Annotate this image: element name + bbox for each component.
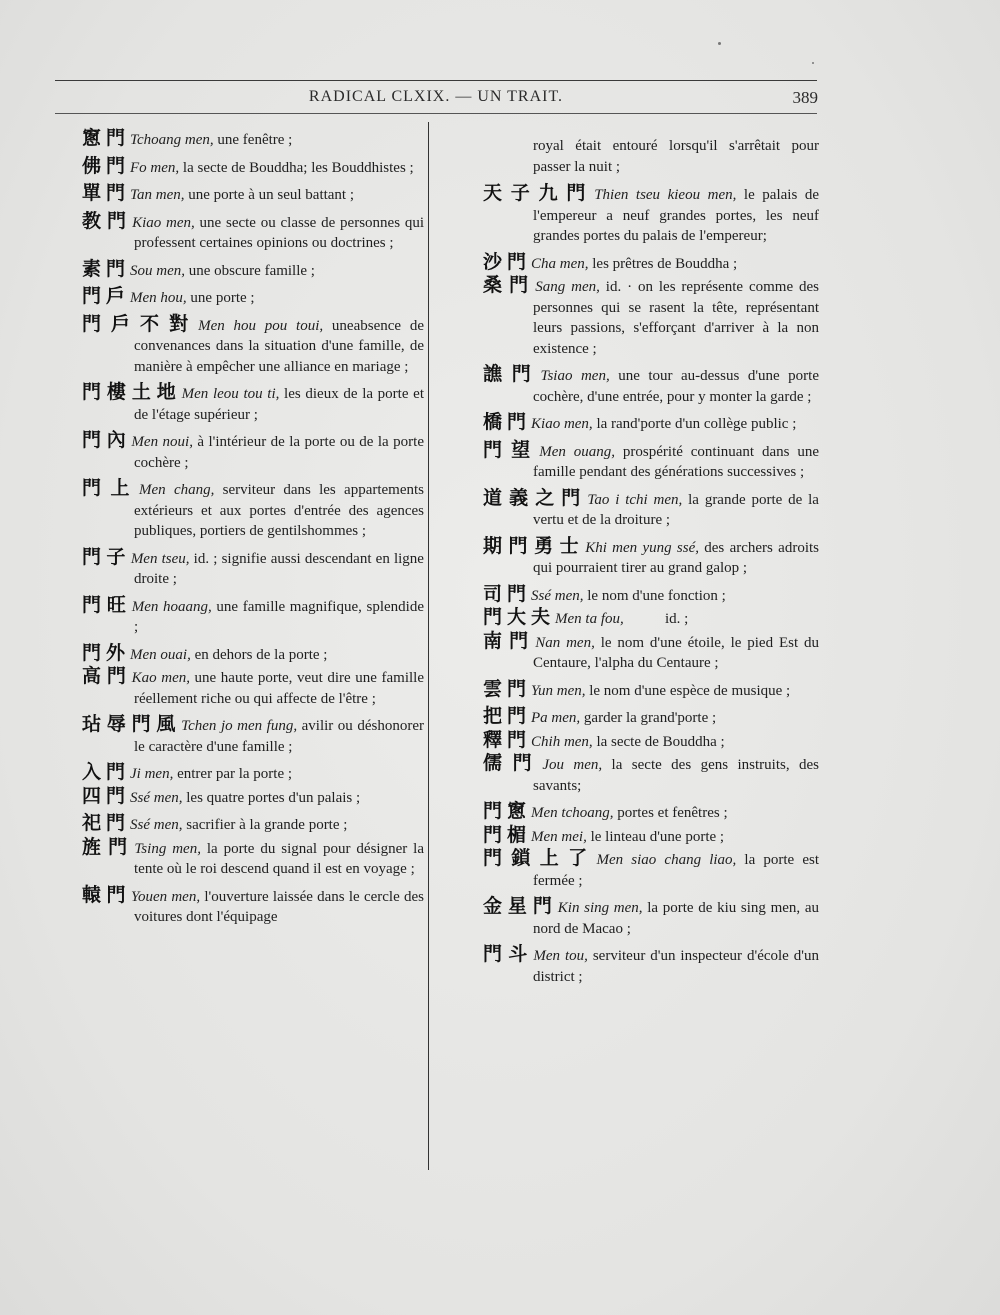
dictionary-entry — [82, 382, 424, 425]
chinese-term: 桑門 — [483, 274, 536, 296]
romanization: Tao i tchi men, — [587, 491, 683, 508]
dictionary-entry — [82, 837, 424, 880]
dictionary-entry — [483, 631, 819, 674]
definition: serviteur d'un inspecteur d'école d'un district ; — [533, 948, 819, 985]
dictionary-entry — [483, 440, 819, 483]
romanization: Jou men, — [542, 757, 603, 773]
dictionary-entry — [82, 286, 424, 309]
definition: la porte est fermée ; — [533, 852, 819, 889]
right-column — [483, 136, 819, 992]
dictionary-entry — [483, 183, 819, 247]
chinese-term: 金星門 — [483, 895, 558, 917]
chinese-term: 天子九門 — [483, 182, 595, 204]
dictionary-entry — [483, 252, 819, 275]
chinese-term: 譙門 — [483, 363, 541, 385]
definition: les prêtres de Bouddha ; — [588, 255, 738, 272]
romanization: Men leou tou ti, — [181, 386, 280, 402]
definition: prospérité continuant dans une famille pendant des générations successives ; — [533, 443, 819, 480]
romanization: Men tchoang, — [531, 805, 614, 821]
dictionary-entry — [483, 584, 819, 607]
paper-speck — [718, 42, 721, 45]
chinese-term: 道義之門 — [483, 486, 588, 509]
romanization: Yun men, — [531, 682, 586, 699]
dictionary-entry — [483, 753, 819, 796]
dictionary-entry — [483, 896, 819, 939]
definition: portes et fenêtres ; — [613, 805, 728, 821]
romanization: Sou men, — [130, 262, 186, 279]
dictionary-entry — [82, 714, 424, 757]
romanization: Ssé men, — [130, 789, 183, 806]
dictionary-entry — [483, 679, 819, 702]
left-column — [82, 128, 424, 933]
romanization: Men hou, — [130, 290, 187, 306]
dictionary-entry — [82, 183, 424, 206]
definition: une tour au-dessus d'une porte cochère, d'une entrée, pour y monter la garde ; — [533, 368, 819, 405]
romanization: Men hou pou toui, — [198, 317, 324, 334]
romanization: Kin sing men, — [557, 900, 643, 916]
romanization: Men chang, — [139, 482, 215, 498]
dictionary-entry — [82, 430, 424, 473]
chinese-term: 窻門 — [82, 127, 131, 149]
chinese-term: 門內 — [82, 429, 132, 451]
chinese-term: 轅門 — [82, 883, 131, 906]
dictionary-entry — [82, 156, 424, 179]
romanization: Men ouang, — [539, 443, 616, 460]
romanization: Ssé men, — [531, 587, 584, 604]
romanization: Kiao men, — [531, 416, 593, 432]
definition: les dieux de la porte et de l'étage supérieur ; — [134, 386, 424, 423]
header-bottom-rule — [55, 113, 817, 114]
definition: en dehors de la porte ; — [190, 646, 328, 663]
definition: la rand'porte d'un collège public ; — [592, 416, 797, 432]
definition: une famille magnifique, splendide ; — [134, 598, 424, 635]
dictionary-entry — [82, 211, 424, 254]
dictionary-entry — [483, 848, 819, 891]
page-number: 389 — [792, 88, 818, 107]
definition: id. ; signifie aussi descendant en ligne droite ; — [134, 550, 424, 587]
chinese-term: 雲門 — [483, 677, 532, 700]
definition: uneabsence de convenances dans la situation d'une famille, de manière à empêcher une alliance en mariage ; — [134, 317, 424, 375]
romanization: Chih men, — [531, 733, 593, 750]
chinese-term: 四門 — [82, 784, 131, 807]
chinese-term: 南門 — [483, 629, 536, 652]
definition: serviteur dans les appartements extérieurs et aux portes d'entrée des agences publiques, portiers de gentilshommes ; — [134, 482, 424, 539]
dictionary-entry — [82, 813, 424, 836]
romanization: Fo men, — [130, 159, 180, 176]
definition: la porte du signal pour désigner la tente où le roi descend quand il est en voyage ; — [134, 840, 424, 877]
romanization: Tchen jo men fung, — [181, 718, 298, 734]
chinese-term: 把門 — [483, 705, 532, 727]
dictionary-entry — [483, 607, 819, 630]
chinese-term: 門戶不對 — [82, 312, 199, 335]
definition: une obscure famille ; — [185, 262, 315, 279]
romanization: Men tseu, — [130, 550, 190, 567]
romanization: Kiao men, — [132, 214, 195, 231]
romanization: Men ouai, — [130, 646, 191, 663]
dictionary-entry — [483, 944, 819, 987]
romanization: Ji men, — [130, 766, 174, 782]
chinese-term: 司門 — [483, 582, 532, 605]
definition: le palais de l'empereur a neuf grandes portes, les neuf grandes portes du palais de l'empereur; — [533, 187, 819, 244]
chinese-term: 儒門 — [483, 752, 543, 774]
definition: entrer par la porte ; — [173, 766, 293, 782]
dictionary-entry — [82, 478, 424, 542]
dictionary-entry — [483, 364, 819, 407]
dictionary-entry — [82, 885, 424, 928]
romanization: Cha men, — [531, 255, 589, 272]
dictionary-entry — [82, 259, 424, 282]
definition: une fenêtre ; — [213, 132, 293, 148]
definition: le nom d'une espèce de musique ; — [585, 682, 791, 699]
continued-definition: royal était entouré lorsqu'il s'arrêtait pour passer la nuit ; — [533, 138, 819, 175]
definition: des archers adroits qui pourraient tirer au grand galop ; — [533, 539, 819, 576]
running-header: RADICAL CLXIX. — UN TRAIT. — [308, 88, 564, 105]
romanization: Khi men yung ssé, — [585, 539, 699, 556]
paper-speck — [812, 62, 814, 64]
chinese-term: 祀門 — [82, 812, 131, 834]
definition: la secte de Bouddha ; — [592, 733, 725, 750]
chinese-term: 門大夫 — [483, 606, 556, 628]
dictionary-entry — [82, 547, 424, 590]
romanization: Men hoaang, — [131, 598, 212, 615]
romanization: Nan men, — [535, 634, 595, 651]
chinese-term: 門樓土地 — [82, 381, 182, 403]
romanization: Tchoang men, — [130, 132, 214, 148]
chinese-term: 素門 — [82, 257, 131, 280]
dictionary-entry — [483, 825, 819, 848]
romanization: Men tou, — [533, 948, 588, 964]
romanization: Men siao chang liao, — [596, 852, 737, 868]
chinese-term: 門戶 — [82, 285, 131, 307]
chinese-term: 單門 — [82, 182, 131, 204]
chinese-term: 門子 — [82, 545, 131, 568]
chinese-term: 入門 — [82, 761, 131, 783]
definition: l'ouverture laissée dans le cercle des voitures dont l'équipage — [134, 888, 424, 925]
romanization: Tan men, — [130, 187, 185, 203]
romanization: Men noui, — [131, 434, 193, 450]
chinese-term: 門窻 — [483, 800, 532, 822]
dictionary-entry — [483, 412, 819, 435]
definition: avilir ou déshonorer le caractère d'une famille ; — [134, 718, 424, 755]
chinese-term: 沙門 — [483, 250, 532, 273]
romanization: Men ta fou, — [555, 611, 624, 627]
dictionary-entry — [82, 643, 424, 666]
romanization: Kao men, — [131, 670, 190, 686]
definition: une porte ; — [186, 290, 255, 306]
dictionary-entry — [82, 786, 424, 809]
chinese-term: 門鎖上了 — [483, 847, 597, 869]
definition: à l'intérieur de la porte ou de la porte cochère ; — [134, 434, 424, 471]
definition: une porte à un seul battant ; — [184, 187, 355, 203]
dictionary-entry — [82, 314, 424, 378]
romanization: Ssé men, — [130, 817, 183, 833]
definition: sacrifier à la grande porte ; — [182, 817, 348, 833]
chinese-term: 門上 — [82, 477, 140, 499]
chinese-term: 門外 — [82, 641, 131, 664]
chinese-term: 教門 — [82, 209, 133, 232]
dictionary-entry — [483, 275, 819, 359]
chinese-term: 門斗 — [483, 943, 534, 965]
chinese-term: 高門 — [82, 665, 132, 687]
dictionary-entry — [82, 128, 424, 151]
chinese-term: 玷辱門風 — [82, 713, 182, 735]
chinese-term: 佛門 — [82, 154, 131, 177]
definition: la secte de Bouddha; les Bouddhistes ; — [179, 159, 414, 176]
dictionary-entry — [483, 801, 819, 824]
definition: la porte de kiu sing men, au nord de Macao ; — [533, 900, 819, 937]
chinese-term: 門望 — [483, 438, 540, 461]
chinese-term: 橋門 — [483, 411, 532, 433]
chinese-term: 旌門 — [82, 835, 135, 858]
definition: les quatre portes d'un palais ; — [182, 789, 361, 806]
chinese-term: 釋門 — [483, 728, 532, 751]
definition: le linteau d'une porte ; — [586, 828, 725, 845]
column-divider — [428, 122, 429, 1170]
dictionary-entry — [483, 536, 819, 579]
romanization: Tsing men, — [134, 840, 201, 857]
dictionary-entry — [483, 730, 819, 753]
definition: id. · on les représente comme des personnes qui se rasent la tête, représentant leurs passions, s'efforçant d'arriver à la non existence ; — [533, 279, 819, 357]
romanization: Men mei, — [531, 828, 587, 845]
romanization: Thien tseu kieou men, — [594, 187, 737, 203]
dictionary-entry — [82, 666, 424, 709]
header-top-rule — [55, 80, 817, 81]
chinese-term: 期門勇士 — [483, 534, 586, 557]
definition: une secte ou classe de personnes qui professent certaines opinions ou doctrines ; — [134, 214, 424, 251]
definition: garder la grand'porte ; — [580, 710, 717, 726]
dictionary-entry — [483, 706, 819, 729]
romanization: Pa men, — [531, 710, 581, 726]
definition: la grande porte de la vertu et de la droiture ; — [533, 491, 819, 528]
definition: le nom d'une étoile, le pied Est du Centaure, l'alpha du Centaure ; — [533, 634, 819, 671]
chinese-term: 門楣 — [483, 823, 532, 846]
definition: le nom d'une fonction ; — [583, 587, 726, 604]
romanization: Sang men, — [535, 279, 600, 295]
definition: id. ; — [623, 611, 689, 627]
dictionary-entry — [483, 488, 819, 531]
definition: une haute porte, veut dire une famille réellement riche ou qui affecte de l'être ; — [134, 670, 424, 707]
romanization: Tsiao men, — [540, 368, 610, 384]
dictionary-entry — [82, 762, 424, 785]
dictionary-entry — [82, 595, 424, 638]
chinese-term: 門旺 — [82, 593, 132, 616]
romanization: Youen men, — [130, 888, 201, 905]
definition: la secte des gens instruits, des savants; — [533, 757, 819, 794]
